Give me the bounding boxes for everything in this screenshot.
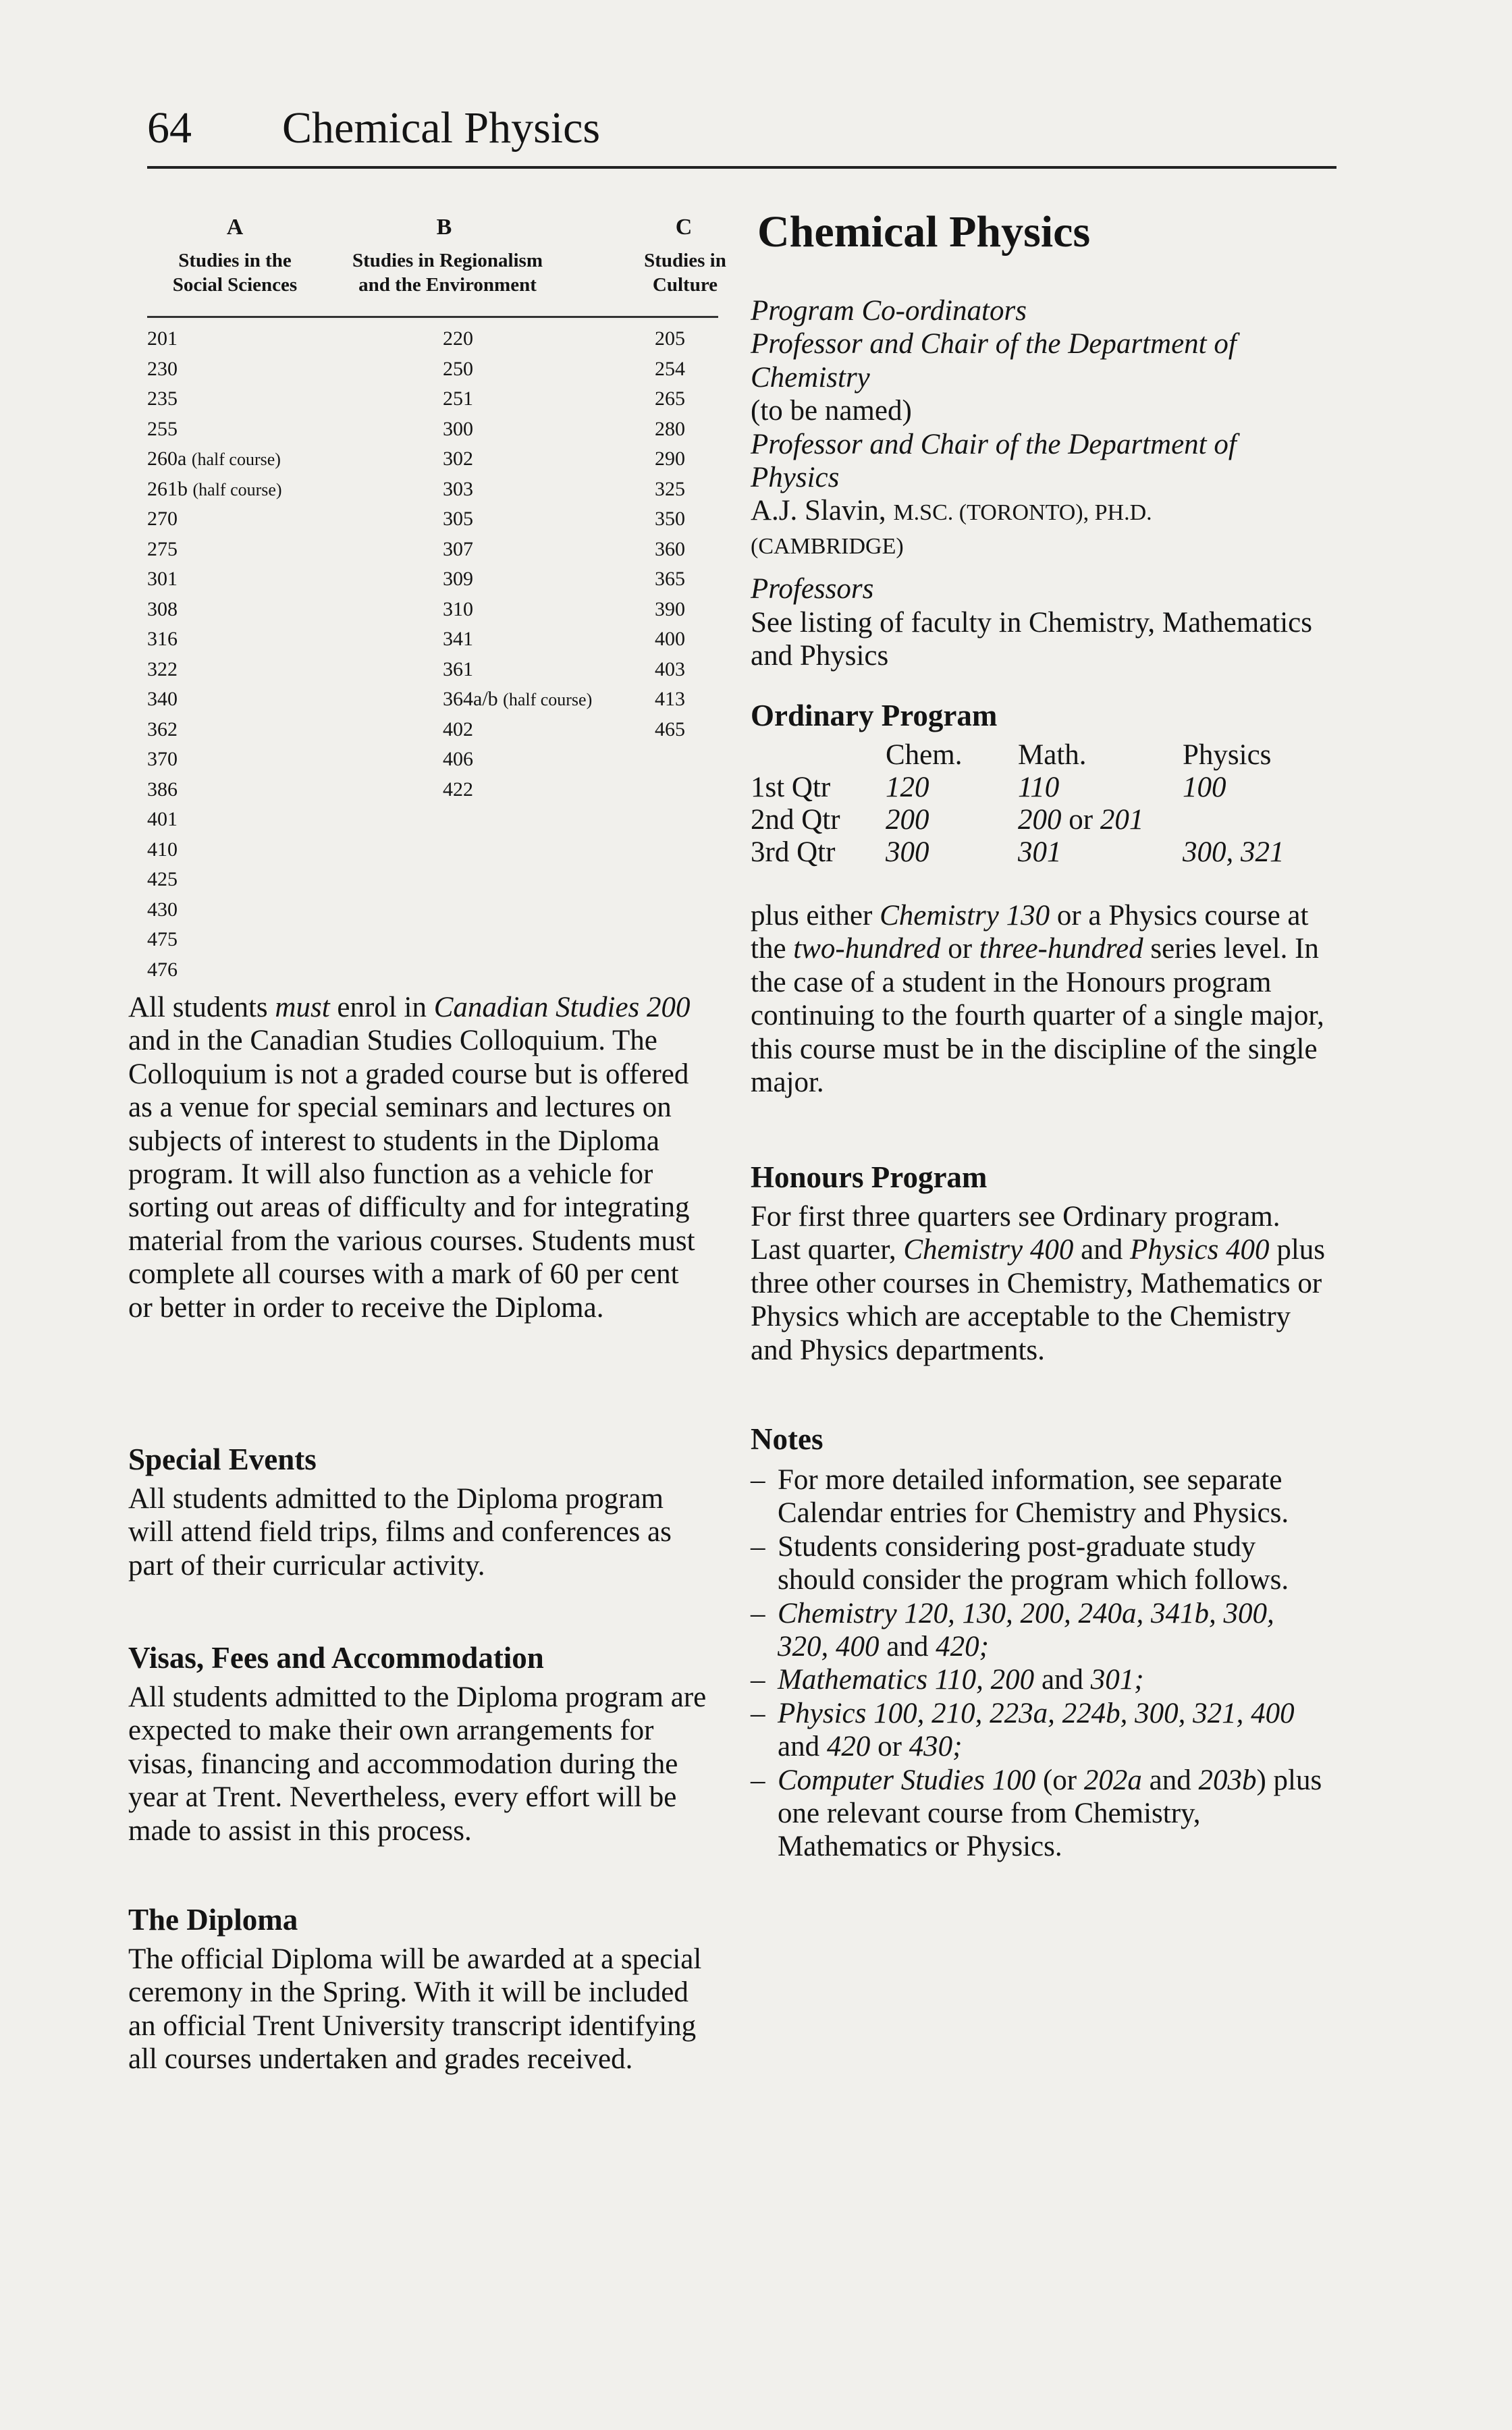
list-item: 370 [147, 748, 178, 770]
special-events-body: All students admitted to the Diploma program will attend field trips, films and conferences as part of their curricular activity. [128, 1483, 672, 1582]
list-item [751, 1597, 1331, 1664]
dash-bullet: – [751, 1664, 765, 1696]
course-table [147, 215, 728, 981]
coordinators-block [751, 294, 1331, 672]
visas-body: All students admitted to the Diploma program are expected to make their own arrangements for visas, financing and accommodation during the year at Trent. Nevertheless, every effort will be made to assist in this process. [128, 1681, 707, 1847]
text-run: or [870, 1731, 909, 1763]
row-label: 2nd Qtr [751, 804, 840, 836]
header-rule [147, 166, 1336, 169]
list-item [443, 684, 592, 715]
list-item [751, 1530, 1331, 1597]
column-letter-b: B [436, 215, 452, 240]
ordinary-program-section [751, 698, 1331, 1099]
list-item: 309 [443, 568, 473, 590]
honours-program-heading: Honours Program [751, 1160, 988, 1194]
honours-program-section [751, 1160, 1331, 1367]
list-item: 303 [443, 477, 473, 500]
list-item: 205 [655, 327, 685, 350]
running-title: Chemical Physics [282, 103, 601, 153]
list-item [147, 475, 282, 505]
column-heading-c [634, 248, 736, 297]
dash-bullet: – [751, 1464, 765, 1496]
course-list: Physics 100, 210, 223a, 224b, 300, 321, 400 [778, 1697, 1295, 1729]
list-item: 425 [147, 868, 178, 890]
list-item: 400 [655, 628, 685, 650]
half-course-note: (half course) [503, 690, 593, 709]
list-item: 316 [147, 628, 178, 650]
note-text: Students considering post-graduate study should consider the program which follows. [778, 1530, 1289, 1596]
table-cell: 200 [886, 804, 929, 836]
list-item: 250 [443, 357, 473, 380]
text-run: and in the Canadian Studies Colloquium. The Colloquium is not a graded course but is offered as a venue for special seminars and lectures on subjects of interest to students in the Diploma program. It will also function as a vehicle for sorting out areas of difficulty and for integrating material from the various courses. Students must complete all courses with a mark of 60 per cent or better in order to receive the Diploma. [128, 1025, 695, 1324]
text-run: and [1141, 1764, 1199, 1796]
notes-heading: Notes [751, 1422, 824, 1456]
text-run: plus either [751, 900, 880, 932]
diploma-body: The official Diploma will be awarded at a special ceremony in the Spring. With it will be included an official Trent University transcript identifying all courses undertaken and grades received. [128, 1943, 702, 2076]
visas-section [128, 1640, 709, 1847]
course-reference: Chemistry 400 [903, 1234, 1074, 1266]
table-header-physics: Physics [1183, 739, 1272, 771]
text-run: and [778, 1731, 827, 1763]
column-heading-c-line2: Culture [652, 274, 718, 296]
text-run: plus three other courses in Chemistry, Mathematics or Physics which are acceptable to the Chemistry and Physics departments. [751, 1234, 1325, 1366]
emphasis-must: must [275, 992, 330, 1023]
professors-label: Professors [751, 573, 874, 605]
note-text: For more detailed information, see separate Calendar entries for Chemistry and Physics. [778, 1464, 1289, 1530]
list-item: 265 [655, 387, 685, 410]
chair-physics: Professor and Chair of the Department of Physics [751, 428, 1237, 494]
table-rule [147, 316, 718, 318]
diploma-section [128, 1902, 709, 2076]
dash-bullet: – [751, 1697, 765, 1729]
list-item: 275 [147, 537, 178, 560]
course-list: 420 [826, 1731, 871, 1763]
text-run: and [1034, 1664, 1091, 1696]
text-run: For first three quarters see Ordinary program. Last quarter, [751, 1201, 1280, 1266]
table-cell: 300, 321 [1183, 836, 1285, 868]
visas-heading: Visas, Fees and Accommodation [128, 1641, 544, 1675]
list-item [751, 1764, 1331, 1864]
list-item [147, 444, 282, 475]
text-run: or [940, 933, 979, 965]
column-a-list [147, 324, 282, 985]
list-item: 413 [655, 688, 685, 710]
course-list: Chemistry 120, 130, 200, 240a, 341b, 300, 320, 400 [778, 1597, 1274, 1663]
list-item: 406 [443, 748, 473, 770]
list-item: 270 [147, 508, 178, 530]
list-item: 325 [655, 477, 685, 500]
list-item: 302 [443, 448, 473, 470]
ordinary-program-table [751, 733, 1331, 868]
special-events-section [128, 1442, 709, 1582]
special-events-heading: Special Events [128, 1442, 317, 1476]
coordinators-label: Program Co-ordinators [751, 295, 1027, 327]
column-heading-c-line1: Studies in [644, 250, 726, 271]
dash-bullet: – [751, 1530, 765, 1563]
chair-chemistry: Professor and Chair of the Department of Chemistry [751, 328, 1237, 394]
list-item: 201 [147, 327, 178, 350]
list-item: 300 [443, 417, 473, 440]
coordinator-degrees-cont: (CAMBRIDGE) [751, 533, 904, 559]
coordinator-name: A.J. Slavin, [751, 495, 886, 527]
course-list: 420; [936, 1631, 989, 1663]
table-header-chem: Chem. [886, 739, 963, 771]
column-heading-a [147, 248, 323, 297]
emphasis: three-hundred [979, 933, 1143, 965]
course-number: 261b [147, 477, 188, 500]
to-be-named: (to be named) [751, 395, 912, 427]
dash-bullet: – [751, 1764, 765, 1796]
ordinary-program-body [751, 899, 1331, 1099]
text-run: ) plus one relevant course from Chemistry, Mathematics or Physics. [778, 1764, 1322, 1863]
list-item: 280 [655, 417, 685, 440]
list-item: 422 [443, 778, 473, 801]
notes-list [751, 1463, 1331, 1864]
column-heading-b [343, 248, 552, 297]
list-item: 310 [443, 597, 473, 620]
list-item: 365 [655, 568, 685, 590]
text-run: and [879, 1631, 936, 1663]
course-list: 430; [909, 1731, 963, 1763]
list-item: 410 [147, 838, 178, 861]
course-reference: Canadian Studies 200 [433, 992, 691, 1023]
list-item: 220 [443, 327, 473, 350]
list-item: 307 [443, 537, 473, 560]
list-item: 386 [147, 778, 178, 801]
course-reference: Physics 400 [1129, 1234, 1270, 1266]
course-reference: Chemistry 130 [880, 900, 1050, 932]
list-item: 361 [443, 657, 473, 680]
list-item [751, 1697, 1331, 1764]
honours-program-body [751, 1200, 1331, 1367]
coordinator-degrees: M.SC. (TORONTO), PH.D. [893, 500, 1152, 526]
list-item: 476 [147, 958, 178, 981]
column-heading-a-line2: Social Sciences [172, 274, 298, 296]
list-item: 341 [443, 628, 473, 650]
diploma-heading: The Diploma [128, 1903, 298, 1937]
list-item: 305 [443, 508, 473, 530]
course-number: 201 [1100, 804, 1144, 836]
text-run: All students [128, 992, 275, 1023]
page-title: Chemical Physics [757, 207, 1091, 256]
table-header-math: Math. [1018, 739, 1087, 771]
list-item: 251 [443, 387, 473, 410]
text-run: enrol in [329, 992, 434, 1023]
column-heading-b-line1: Studies in Regionalism [352, 250, 543, 271]
column-heading-b-line2: and the Environment [358, 274, 537, 296]
text-run: or a Physics course at the [751, 900, 1309, 965]
ordinary-program-heading: Ordinary Program [751, 699, 998, 732]
text-run: or [1061, 804, 1100, 836]
column-b-list [443, 324, 592, 805]
course-number: 364a/b [443, 688, 498, 710]
text-run: series level. In the case of a student in the Honours program continuing to the fourth quarter of a single major, this course must be in the discipline of the single major. [751, 933, 1324, 1099]
list-item: 350 [655, 508, 685, 530]
list-item: 230 [147, 357, 178, 380]
table-cell: 120 [886, 772, 929, 803]
list-item: 465 [655, 718, 685, 740]
column-c-list [655, 324, 685, 745]
list-item: 308 [147, 597, 178, 620]
list-item: 390 [655, 597, 685, 620]
course-number: 260a [147, 448, 187, 470]
list-item: 401 [147, 808, 178, 830]
course-list: 202a [1083, 1764, 1142, 1796]
table-cell: 110 [1018, 772, 1060, 803]
intro-paragraph [128, 991, 709, 1324]
list-item: 362 [147, 718, 178, 740]
half-course-note: (half course) [192, 479, 282, 500]
table-cell: 100 [1183, 772, 1226, 803]
list-item: 290 [655, 448, 685, 470]
list-item [751, 1463, 1331, 1530]
emphasis: two-hundred [793, 933, 941, 965]
course-number: 200 [1018, 804, 1062, 836]
list-item: 254 [655, 357, 685, 380]
column-heading-a-line1: Studies in the [178, 250, 292, 271]
course-list: Computer Studies 100 [778, 1764, 1036, 1796]
row-label: 1st Qtr [751, 772, 831, 803]
table-cell: 300 [886, 836, 929, 868]
list-item: 322 [147, 657, 178, 680]
text-run: (or [1035, 1764, 1084, 1796]
dash-bullet: – [751, 1597, 765, 1629]
list-item [751, 1663, 1331, 1696]
column-letter-a: A [226, 215, 244, 240]
row-label: 3rd Qtr [751, 836, 836, 868]
list-item: 402 [443, 718, 473, 740]
course-list: 301; [1090, 1664, 1144, 1696]
course-list: Mathematics 110, 200 [778, 1664, 1035, 1696]
list-item: 340 [147, 688, 178, 710]
list-item: 255 [147, 417, 178, 440]
list-item: 301 [147, 568, 178, 590]
professors-body: See listing of faculty in Chemistry, Mathematics and Physics [751, 606, 1312, 672]
list-item: 475 [147, 928, 178, 950]
notes-section [751, 1422, 1331, 1864]
list-item: 360 [655, 537, 685, 560]
text-run: and [1073, 1234, 1130, 1266]
table-cell [1018, 803, 1143, 836]
list-item: 403 [655, 657, 685, 680]
table-cell: 301 [1018, 836, 1062, 868]
course-list: 203b [1198, 1764, 1257, 1796]
half-course-note: (half course) [191, 450, 281, 469]
list-item: 430 [147, 898, 178, 921]
page-number: 64 [147, 103, 192, 153]
list-item: 235 [147, 387, 178, 410]
column-letter-c: C [675, 215, 693, 240]
